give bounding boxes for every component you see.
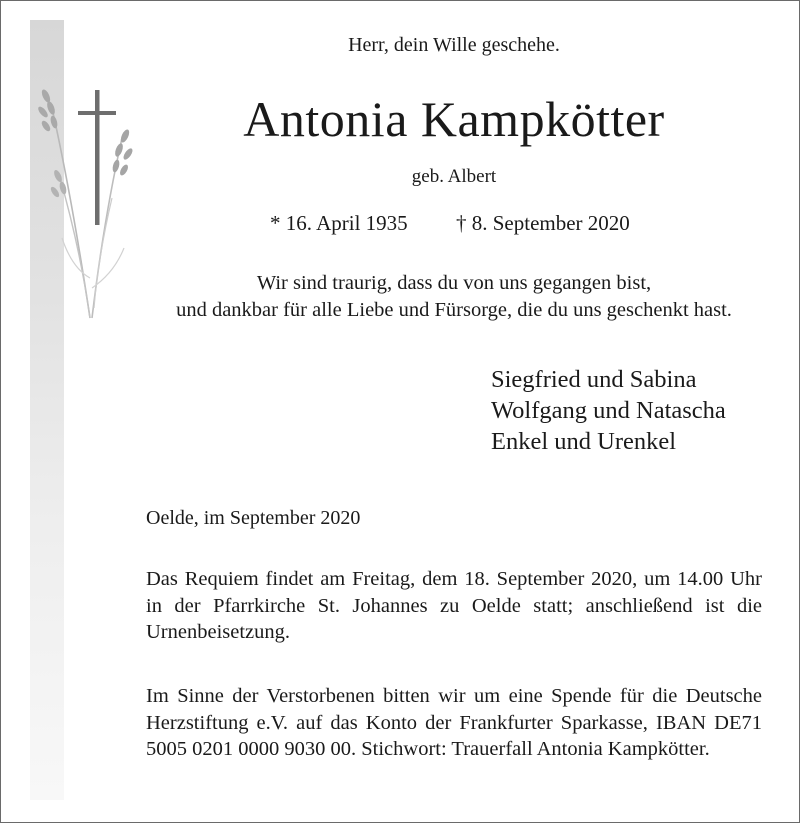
- mourners-list: [491, 364, 726, 457]
- mourner-entry: Siegfried und Sabina: [491, 366, 697, 393]
- maiden-name: geb. Albert: [411, 166, 497, 187]
- mourner-entry: Enkel und Urenkel: [491, 428, 677, 455]
- requiem-paragraph: Das Requiem findet am Freitag, dem 18. September 2020, um 14.00 Uhr in der Pfarrkirche St. Johannes zu Oelde statt; anschließend ist die Urnenbeisetzung.: [146, 568, 762, 643]
- death-date: † 8. September 2020: [456, 211, 630, 235]
- donation-paragraph: Im Sinne der Verstorbenen bitten wir um eine Spende für die Deutsche Herzstiftung e.V. auf das Konto der Frankfurter Sparkasse, IBAN DE71 5005 0201 0000 9030 00. Stichwort: Trauerfall Antonia Kampkötter.: [146, 685, 762, 760]
- motto: Herr, dein Wille geschehe.: [348, 34, 560, 56]
- birth-date: * 16. April 1935: [270, 211, 408, 235]
- deceased-name: Antonia Kampkötter: [243, 91, 665, 147]
- condolence-line: Wir sind traurig, dass du von uns gegangen bist,: [256, 272, 652, 294]
- condolence-line: und dankbar für alle Liebe und Fürsorge, die du uns geschenkt hast.: [176, 299, 732, 321]
- place-and-date: Oelde, im September 2020: [146, 507, 361, 529]
- mourner-entry: Wolfgang und Natascha: [491, 397, 726, 424]
- condolence-text: [0, 270, 800, 324]
